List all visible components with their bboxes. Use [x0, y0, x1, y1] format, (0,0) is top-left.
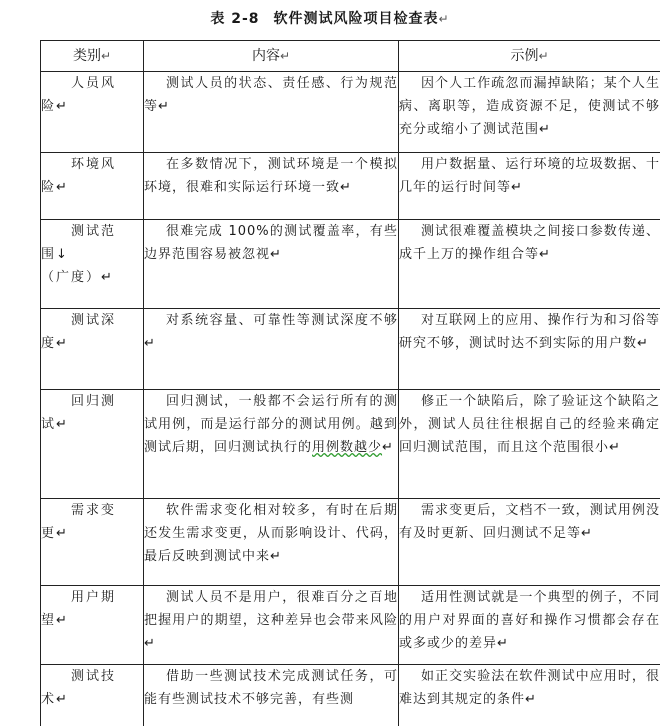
example-cell: 如正交实验法在软件测试中应用时，很难达到其规定的条件↵	[399, 665, 660, 726]
content-cell: 软件需求变化相对较多，有时在后期还发生需求变更，从而影响设计、代码，最后反映到测试中来↵	[144, 499, 399, 586]
table-row	[41, 153, 660, 220]
content-cell: 借助一些测试技术完成测试任务，可能有些测试技术不够完善，有些测	[144, 665, 399, 726]
header-content: 内容↵	[144, 41, 399, 72]
category-cell: 回归测 试↵	[41, 390, 144, 499]
table-row	[41, 499, 660, 586]
table-row	[41, 309, 660, 390]
header-category: 类别↵	[41, 41, 144, 72]
category-cell: 用户期 望↵	[41, 586, 144, 665]
example-cell: 修正一个缺陷后，除了验证这个缺陷之外，测试人员往往根据自己的经验来确定回归测试范围，而且这个范围很小↵	[399, 390, 660, 499]
spellcheck-underline: 用例数越少	[312, 440, 383, 455]
content-cell: 测试人员不是用户，很难百分之百地把握用户的期望，这种差异也会带来风险↵	[144, 586, 399, 665]
header-example: 示例↵	[399, 41, 660, 72]
risk-checklist-table	[40, 40, 660, 726]
table-title	[0, 8, 660, 28]
category-cell: 测试深 度↵	[41, 309, 144, 390]
content-cell: 回归测试，一般都不会运行所有的测试用例，而是运行部分的测试用例。越到测试后期，回归测试执行的用例数越少↵	[144, 390, 399, 499]
paragraph-mark: ↵	[438, 12, 450, 26]
table-row	[41, 220, 660, 309]
example-cell: 用户数据量、运行环境的垃圾数据、十几年的运行时间等↵	[399, 153, 660, 220]
category-cell: 测试范 围↓ （广度）↵	[41, 220, 144, 309]
example-cell: 适用性测试就是一个典型的例子，不同的用户对界面的喜好和操作习惯都会存在或多或少的差异↵	[399, 586, 660, 665]
table-row	[41, 390, 660, 499]
category-cell: 测试技 术↵	[41, 665, 144, 726]
example-cell: 对互联网上的应用、操作行为和习俗等研究不够，测试时达不到实际的用户数↵	[399, 309, 660, 390]
table-row	[41, 586, 660, 665]
table-row	[41, 665, 660, 726]
table-title-text: 软件测试风险项目检查表	[273, 11, 439, 27]
content-cell: 对系统容量、可靠性等测试深度不够↵	[144, 309, 399, 390]
category-cell: 需求变 更↵	[41, 499, 144, 586]
example-cell: 需求变更后，文档不一致，测试用例没有及时更新、回归测试不足等↵	[399, 499, 660, 586]
table-header-row	[41, 41, 660, 72]
example-cell: 因个人工作疏忽而漏掉缺陷；某个人生病、离职等，造成资源不足，使测试不够充分或缩小了测试范围↵	[399, 72, 660, 153]
table-row	[41, 72, 660, 153]
category-cell: 环境风 险↵	[41, 153, 144, 220]
content-cell: 测试人员的状态、责任感、行为规范等↵	[144, 72, 399, 153]
example-cell: 测试很难覆盖模块之间接口参数传递、成千上万的操作组合等↵	[399, 220, 660, 309]
category-cell: 人员风 险↵	[41, 72, 144, 153]
table-number: 表 2-8	[210, 11, 260, 27]
content-cell: 很难完成 100%的测试覆盖率，有些边界范围容易被忽视↵	[144, 220, 399, 309]
content-cell: 在多数情况下，测试环境是一个模拟环境，很难和实际运行环境一致↵	[144, 153, 399, 220]
